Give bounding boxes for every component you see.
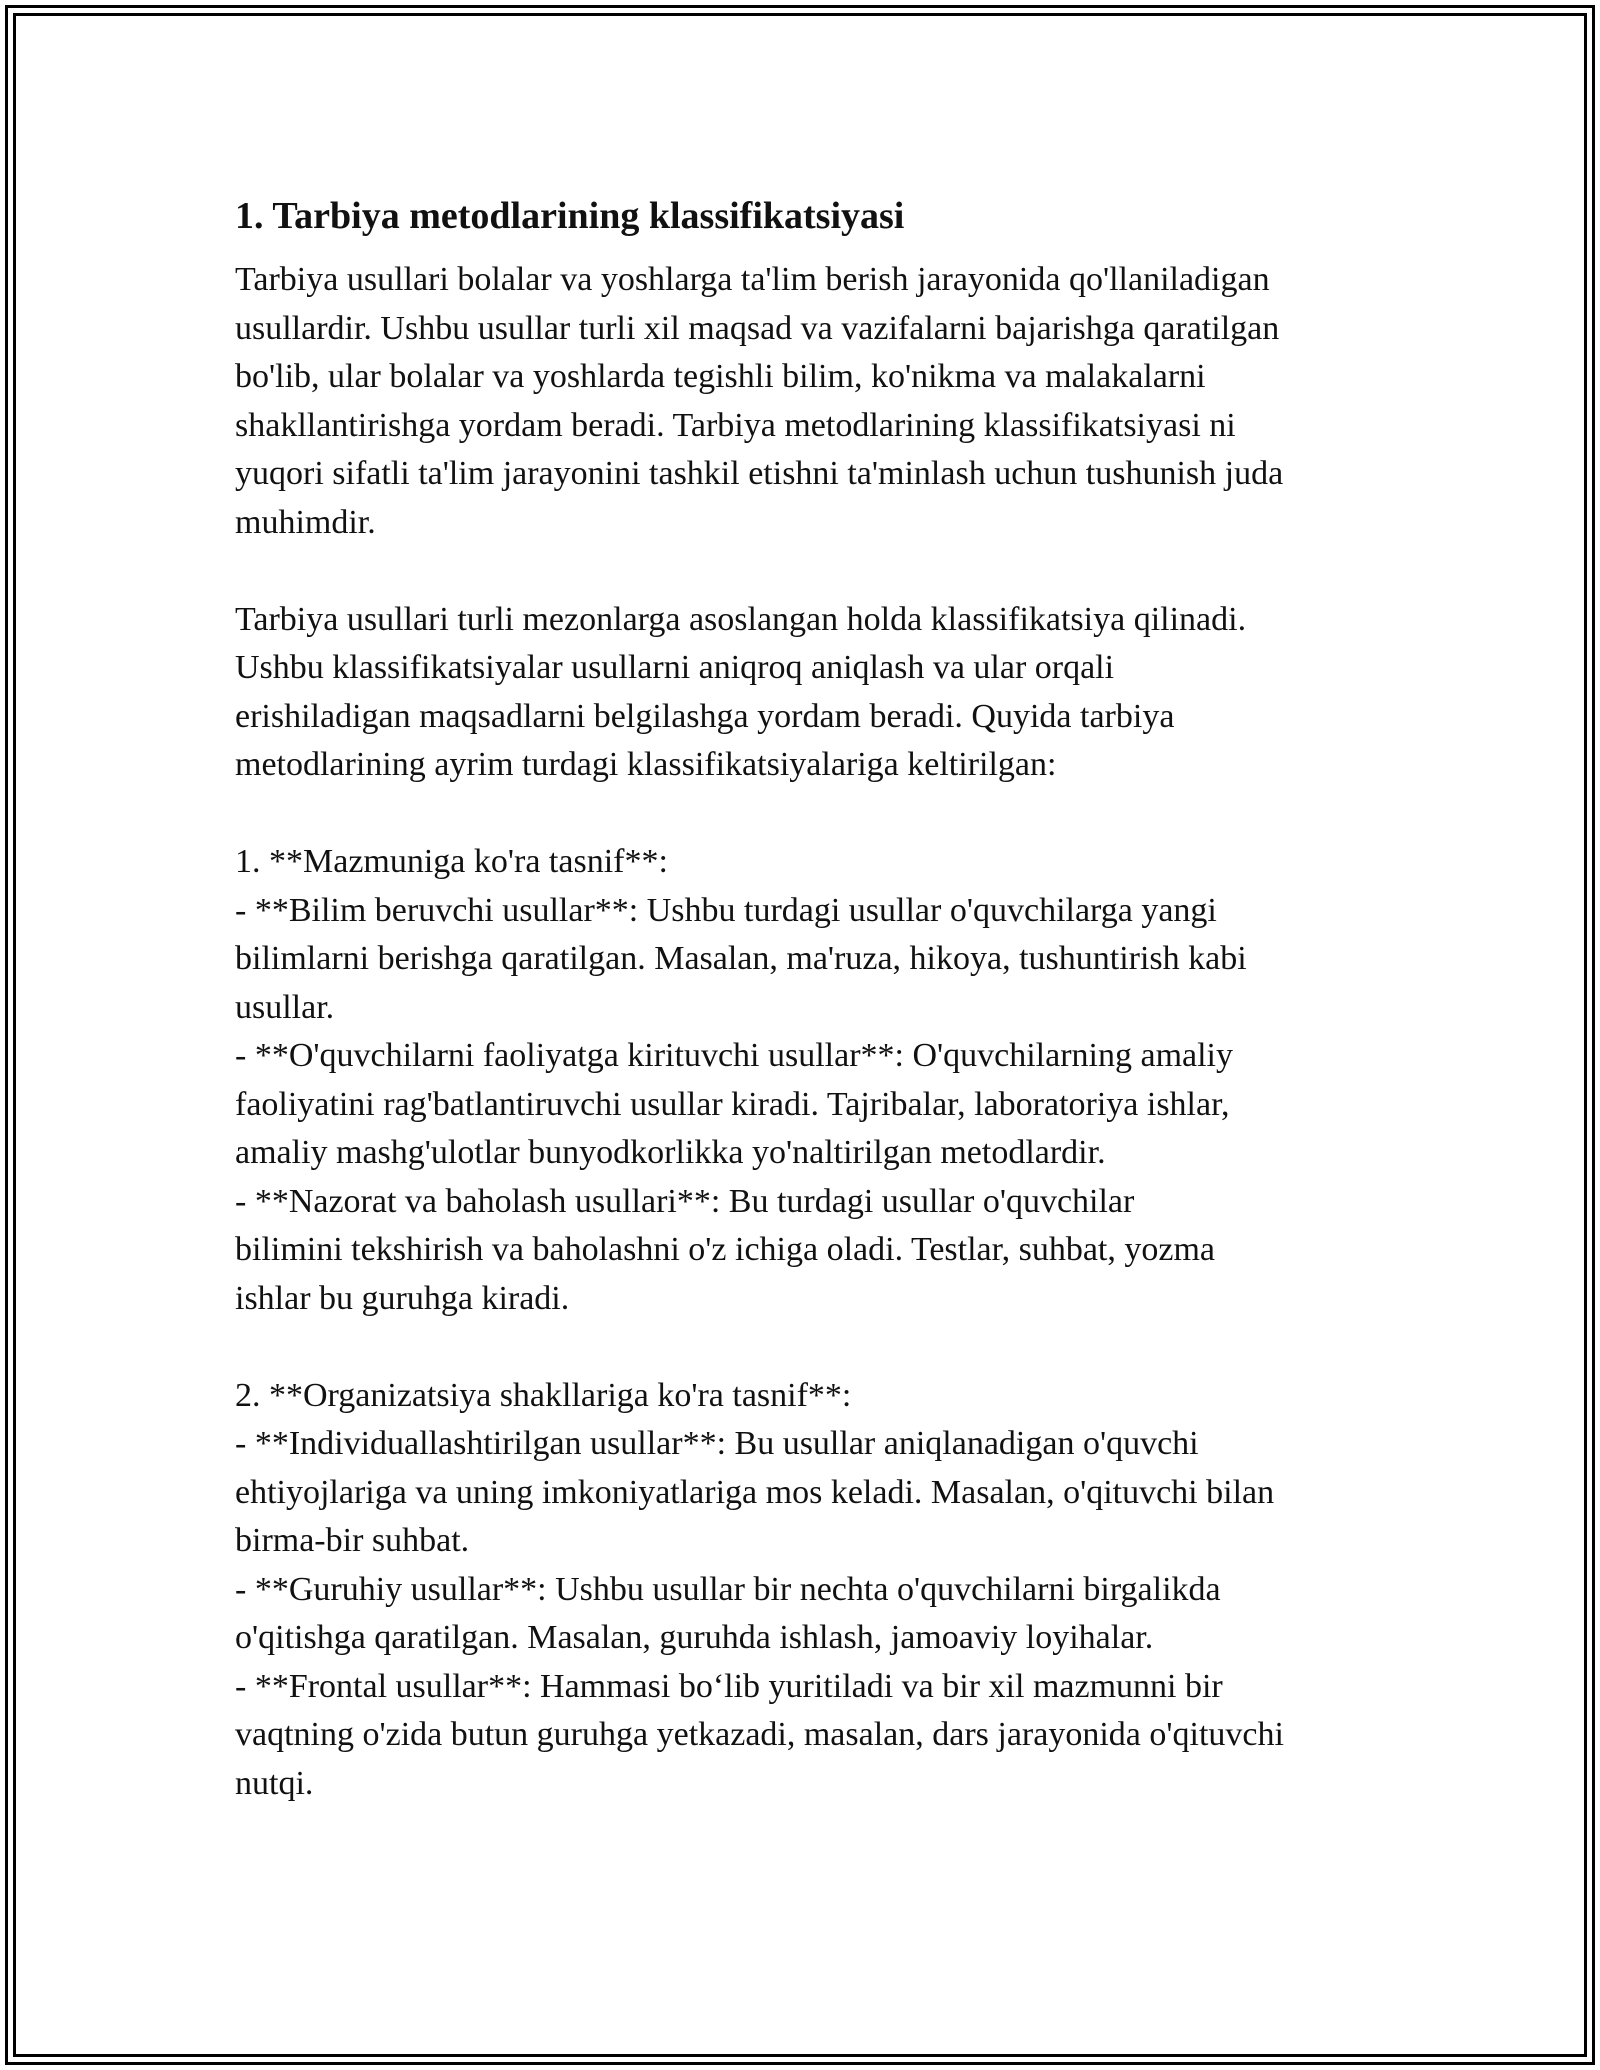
- document-body: [235, 188, 1385, 1808]
- paragraph-spacer: [235, 790, 1385, 839]
- intro-paragraph: Tarbiya usullari bolalar va yoshlarga ta'lim berish jarayonida qo'llaniladigan usullardir. Ushbu usullar turli xil maqsad va vazifalarni bajarishga qaratilgan bo'lib, ular bolalar va yoshlarda tegishli bilim, ko'nikma va malakalarni shakllantirishga yordam beradi. Tarbiya metodlarining klassifikatsiyasi ni yuqori sifatli ta'lim jarayonini tashkil etishni ta'minlash uchun tushunish juda muhimdir.: [235, 261, 1284, 541]
- organization-classification-list: 2. **Organizatsiya shakllariga ko'ra tasnif**: - **Individuallashtirilgan usullar**: Bu usullar aniqlanadigan o'quvchi ehtiyojlariga va uning imkoniyatlariga mos keladi. Masalan, o'qituvchi bilan birma-bir suhbat. - **Guruhiy usullar**: Ushbu usullar bir nechta o'quvchilarni birgalikda o'qitishga qaratilgan. Masalan, guruhda ishlash, jamoaviy loyihalar. - **Frontal usullar**: Hammasi bo‘lib yuritiladi va bir xil mazmunni bir vaqtning o'zida butun guruhga yetkazadi, masalan, dars jarayonida o'qituvchi nutqi.: [235, 1376, 1284, 1802]
- page-title: 1. Tarbiya metodlarining klassifikatsiyasi: [235, 195, 905, 237]
- classification-paragraph: Tarbiya usullari turli mezonlarga asoslangan holda klassifikatsiya qilinadi. Ushbu klassifikatsiyalar usullarni aniqroq aniqlash va ular orqali erishiladigan maqsadlarni belgilashga yordam beradi. Quyida tarbiya metodlarining ayrim turdagi klassifikatsiyalariga keltirilgan:: [235, 600, 1247, 783]
- content-classification-list: 1. **Mazmuniga ko'ra tasnif**: - **Bilim beruvchi usullar**: Ushbu turdagi usullar o'quvchilarga yangi bilimlarni berishga qaratilgan. Masalan, ma'ruza, hikoya, tushuntirish kabi usullar. - **O'quvchilarni faoliyatga kirituvchi usullar**: O'quvchilarning amaliy faoliyatini rag'batlantiruvchi usullar kiradi. Tajribalar, laboratoriya ishlar, amaliy mashg'ulotlar bunyodkorlikka yo'naltirilgan metodlardir. - **Nazorat va baholash usullari**: Bu turdagi usullar o'quvchilar bilimini tekshirish va baholashni o'z ichiga oladi. Testlar, suhbat, yozma ishlar bu guruhga kiradi.: [235, 843, 1247, 1317]
- paragraph-spacer: [235, 547, 1385, 596]
- paragraph-spacer: [235, 1323, 1385, 1372]
